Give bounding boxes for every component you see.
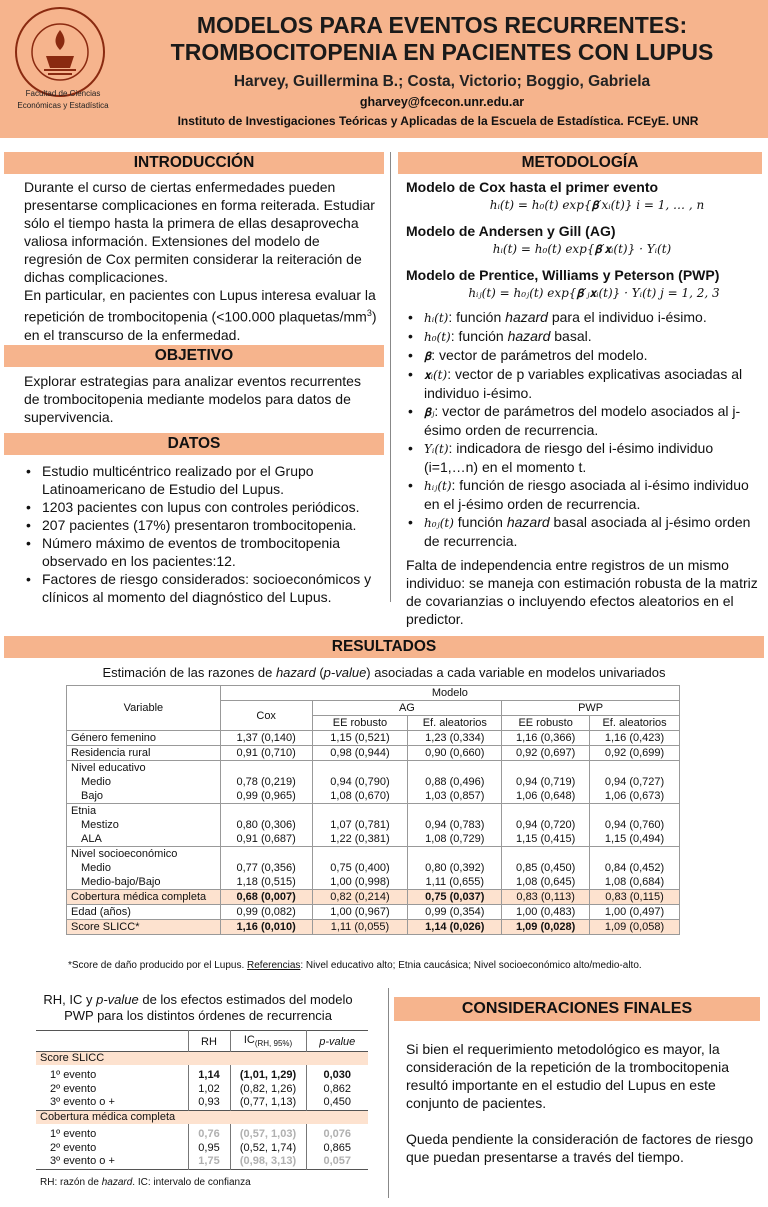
table-cell: (0,77, 1,13) (230, 1096, 306, 1110)
intro-text (24, 178, 380, 344)
poster-header (0, 0, 768, 138)
table-cell: 1,00 (0,967) (312, 905, 408, 920)
table-cell: 3º evento o + (50, 1096, 115, 1109)
table-cell: 0,94 (0,760) 1,15 (0,494) (590, 804, 680, 847)
table-cell: 0,94 (0,720) 1,15 (0,415) (502, 804, 590, 847)
row-label: Género femenino (67, 731, 221, 746)
intro-paragraph-2: En particular, en pacientes con Lupus interesa evaluar la repetición de trombocitopenia (<100.000 plaquetas/$mm^3$) en el transcurso de la enfermedad. (24, 287, 377, 343)
table-row (36, 1096, 368, 1110)
table-cell: 0,75 (0,037) (408, 890, 502, 905)
col-header-pwp-ee: EE robusto (502, 716, 590, 731)
consideraciones-heading: CONSIDERACIONES FINALES (394, 997, 760, 1021)
datos-item: • Número máximo de eventos de trombocitopenia observado en los pacientes:12. (24, 534, 380, 570)
notation-list (406, 308, 758, 550)
row-label: Edad (años) (67, 905, 221, 920)
table-cell: 1,00 (0,483) (502, 905, 590, 920)
pwp-model-title: Modelo de Prentice, Williams y Peterson (PWP) (406, 267, 720, 283)
row-label: Score SLICC* (67, 920, 221, 935)
table-row (67, 746, 680, 761)
t2-group-label: Score SLICC (40, 1051, 105, 1064)
col-header-cox: Cox (220, 701, 312, 731)
table-row (36, 1142, 368, 1156)
table-cell: 1,16 (0,366) (502, 731, 590, 746)
table-cell: 0,94 (0,790) 1,08 (0,670) (312, 761, 408, 804)
notation-item: • 𝛃ⱼ: vector de parámetros del modelo asociados al j-ésimo orden de recurrencia. (406, 402, 758, 439)
table-cell: 1º evento (50, 1128, 97, 1141)
row-label: Nivel educativo Medio Bajo (67, 761, 221, 804)
t2-header-ic: $IC_{(RH, 95\%)}$ (230, 1031, 306, 1052)
metodologia-closing: Falta de independencia entre registros de un mismo individuo: se maneja con estimación robusta de la matriz de covarianzias o incluyendo efectos aleatorios en el predictor. (406, 557, 758, 627)
table-cell: (1,01, 1,29) (230, 1065, 306, 1083)
intro-heading: INTRODUCCIÓN (4, 152, 384, 174)
col-header-ag-ee: EE robusto (312, 716, 408, 731)
t2-header-blank (36, 1031, 188, 1052)
consideraciones-text (406, 1040, 758, 1166)
t2-header-rh: RH (188, 1031, 230, 1052)
table-cell: 0,93 (188, 1096, 230, 1110)
datos-item: • Factores de riesgo considerados: socioeconómicos y clínicos al momento del diagnóstico del Lupus. (24, 570, 380, 606)
consideraciones-paragraph-2: Queda pendiente la consideración de factores de riesgo que puedan presentarse a través del tiempo. (406, 1131, 754, 1165)
table-row (36, 1124, 368, 1142)
datos-list (24, 462, 380, 606)
table-row (67, 905, 680, 920)
table-cell: 0,94 (0,727) 1,06 (0,673) (590, 761, 680, 804)
table-row (36, 1155, 368, 1169)
pwp-caption-line1: RH, IC y p-value de los efectos estimados del modelo (43, 992, 353, 1007)
notation-item: • hᵢⱼ(t): función de riesgo asociada al i-ésimo individuo en el j-ésimo orden de recurrencia. (406, 476, 758, 513)
datos-item: • Estudio multicéntrico realizado por el Grupo Latinoamericano de Estudio del Lupus. (24, 462, 380, 498)
table-cell: 2º evento (50, 1082, 97, 1095)
table-cell: 1,09 (0,028) (502, 920, 590, 935)
column-divider (390, 152, 391, 602)
table-cell: 1,16 (0,010) (220, 920, 312, 935)
notation-item: • hᵢ(t): función hazard para el individuo i-ésimo. (406, 308, 758, 327)
table-cell: 0,78 (0,219) 0,99 (0,965) (220, 761, 312, 804)
col-header-variable: Variable (67, 686, 221, 731)
metodologia-content (406, 178, 758, 628)
table-cell: 1,37 (0,140) (220, 731, 312, 746)
table-cell: 0,68 (0,007) (220, 890, 312, 905)
row-label: Cobertura médica completa (67, 890, 221, 905)
table-cell: 1,14 (0,026) (408, 920, 502, 935)
objetivo-heading: OBJETIVO (4, 345, 384, 367)
col-header-ag: AG (312, 701, 502, 716)
table-cell: 1,02 (188, 1083, 230, 1097)
table-cell: 0,94 (0,783) 1,08 (0,729) (408, 804, 502, 847)
hazard-ratio-table (66, 685, 680, 935)
poster-title: MODELOS PARA EVENTOS RECURRENTES: TROMBOCITOPENIA EN PACIENTES CON LUPUS (170, 12, 714, 65)
table-cell: 0,865 (306, 1142, 368, 1156)
table-row (36, 1083, 368, 1097)
row-label: Nivel socioeconómico Medio Medio-bajo/Bajo (67, 847, 221, 890)
table-row (67, 731, 680, 746)
ag-model-title: Modelo de Andersen y Gill (AG) (406, 223, 616, 239)
table-cell: 0,076 (306, 1124, 368, 1142)
bottom-divider (388, 988, 389, 1198)
datos-heading: DATOS (4, 433, 384, 455)
col-header-ag-ef: Ef. aleatorios (408, 716, 502, 731)
table-cell: 3º evento o + (50, 1155, 115, 1168)
faculty-caption: Facultad de Ciencias Económicas y Estadística (17, 89, 109, 110)
table-cell: (0,57, 1,03) (230, 1124, 306, 1142)
table-cell: (0,82, 1,26) (230, 1083, 306, 1097)
table-cell: 1,09 (0,058) (590, 920, 680, 935)
datos-item: • 1203 pacientes con lupus con controles periódicos. (24, 498, 380, 516)
notation-item: • 𝐱ᵢ(t): vector de p variables explicativas asociadas al individuo i-ésimo. (406, 365, 758, 402)
table-cell: (0,98, 3,13) (230, 1155, 306, 1169)
table-cell: 0,99 (0,354) (408, 905, 502, 920)
table-row (67, 920, 680, 935)
notation-item: • h₀ⱼ(t) función hazard basal asociada al j-ésimo orden de recurrencia. (406, 513, 758, 550)
t2-header-row (36, 1031, 368, 1052)
row-label: Residencia rural (67, 746, 221, 761)
results-footnote: *Score de daño producido por el Lupus. Referencias: Nivel educativo alto; Etnia caucásica; Nivel socioeconómico alto/medio-alto. (68, 960, 642, 971)
consideraciones-paragraph-1: Si bien el requerimiento metodológico es mayor, la consideración de la repetición de la trombocitopenia resultó importante en el estudio del Lupus en este conjunto de pacientes. (406, 1041, 729, 1111)
table-cell: 0,90 (0,660) (408, 746, 502, 761)
table-cell: 0,82 (0,214) (312, 890, 408, 905)
datos-item: • 207 pacientes (17%) presentaron trombocitopenia. (24, 516, 380, 534)
table-cell: 0,92 (0,699) (590, 746, 680, 761)
table-cell: 0,057 (306, 1155, 368, 1169)
table-cell: 0,98 (0,944) (312, 746, 408, 761)
pwp-recurrence-table (36, 1030, 368, 1170)
notation-item: • Yᵢ(t): indicadora de riesgo del i-ésimo individuo (i=1,…n) en el momento t. (406, 439, 758, 476)
col-header-pwp-ef: Ef. aleatorios (590, 716, 680, 731)
table-cell: 1º evento (50, 1069, 97, 1082)
notation-item: • 𝛃: vector de parámetros del modelo. (406, 346, 758, 365)
ag-formula: hᵢ(t) = h₀(t) exp{𝛃′𝐱ᵢ(t)} · Yᵢ(t) (492, 242, 672, 256)
table-cell: 2º evento (50, 1141, 97, 1154)
t2-group-row (36, 1051, 368, 1065)
table-cell: 0,88 (0,496) 1,03 (0,857) (408, 761, 502, 804)
table-cell: 1,23 (0,334) (408, 731, 502, 746)
table-cell: 0,83 (0,115) (590, 890, 680, 905)
table-cell: 0,862 (306, 1083, 368, 1097)
table-cell: 1,75 (188, 1155, 230, 1169)
t2-group-row (36, 1110, 368, 1124)
institute: Instituto de Investigaciones Teóricas y Aplicadas de la Escuela de Estadística. FCEyE. UNR (177, 114, 699, 128)
cox-model-title: Modelo de Cox hasta el primer evento (406, 179, 659, 195)
table-cell: 0,76 (188, 1124, 230, 1142)
table-cell: 0,92 (0,697) (502, 746, 590, 761)
table-row (67, 761, 680, 804)
table-cell: 1,00 (0,497) (590, 905, 680, 920)
table-row (67, 890, 680, 905)
table-row (67, 847, 680, 890)
t2-group-label: Cobertura médica completa (40, 1110, 176, 1123)
t2-header-p: p-value (306, 1031, 368, 1052)
table-cell: 0,80 (0,392) 1,11 (0,655) (408, 847, 502, 890)
table-cell: 0,80 (0,306) 0,91 (0,687) (220, 804, 312, 847)
table-row (67, 804, 680, 847)
resultados-heading: RESULTADOS (4, 636, 764, 658)
table-cell: 1,16 (0,423) (590, 731, 680, 746)
table-cell: 1,14 (188, 1065, 230, 1083)
table-cell: 1,15 (0,521) (312, 731, 408, 746)
results-table-caption: Estimación de las razones de hazard (p-value) asociadas a cada variable en modelos univariados (102, 665, 666, 680)
notation-item: • h₀(t): función hazard basal. (406, 327, 758, 346)
table-cell: 1,11 (0,055) (312, 920, 408, 935)
table-cell: 0,85 (0,450) 1,08 (0,645) (502, 847, 590, 890)
table-cell: 0,030 (306, 1065, 368, 1083)
objetivo-text: Explorar estrategias para analizar eventos recurrentes de trombocitopenia mediante modelos para datos de supervivencia. (24, 373, 361, 425)
table-cell: 0,94 (0,719) 1,06 (0,648) (502, 761, 590, 804)
cox-formula: hᵢ(t) = h₀(t) exp{𝛃′xᵢ(t)} i = 1, … , n (489, 198, 705, 212)
intro-paragraph-1: Durante el curso de ciertas enfermedades pueden presentarse complicaciones en forma reiterada. Estudiar sólo el tiempo hasta la primera de ellas desaprovecha valiosa información. Extensiones del modelo de regresión de Cox permiten considerar la reiteración de dichas complicaciones. (24, 179, 375, 285)
contact-email[interactable]: gharvey@fcecon.unr.edu.ar (359, 95, 525, 109)
table-cell: (0,52, 1,74) (230, 1142, 306, 1156)
table-cell: 0,84 (0,452) 1,08 (0,684) (590, 847, 680, 890)
table-cell: 1,07 (0,781) 1,22 (0,381) (312, 804, 408, 847)
table-cell: 0,83 (0,113) (502, 890, 590, 905)
table-cell: 0,91 (0,710) (220, 746, 312, 761)
pwp-formula: hᵢⱼ(t) = h₀ⱼ(t) exp{𝛃′ⱼ𝐱ᵢ(t)} · Yᵢ(t) j = 1, 2, 3 (468, 286, 720, 300)
table-cell: 0,77 (0,356) 1,18 (0,515) (220, 847, 312, 890)
col-header-modelo: Modelo (220, 686, 679, 701)
table-cell: 0,95 (188, 1142, 230, 1156)
table-cell: 0,75 (0,400) 1,00 (0,998) (312, 847, 408, 890)
authors: Harvey, Guillermina B.; Costa, Victorio; Boggio, Gabriela (233, 73, 651, 90)
table-cell: 0,450 (306, 1096, 368, 1110)
pwp-table-caption: RH, IC y p-value de los efectos estimados del modelo PWP para los distintos órdenes de recurrencia (18, 992, 378, 1024)
table-cell: 0,99 (0,082) (220, 905, 312, 920)
table-row (36, 1065, 368, 1083)
row-label: Etnia Mestizo ALA (67, 804, 221, 847)
metodologia-heading: METODOLOGÍA (398, 152, 762, 174)
pwp-table-note: RH: razón de hazard. IC: intervalo de confianza (40, 1177, 251, 1188)
col-header-pwp: PWP (502, 701, 680, 716)
